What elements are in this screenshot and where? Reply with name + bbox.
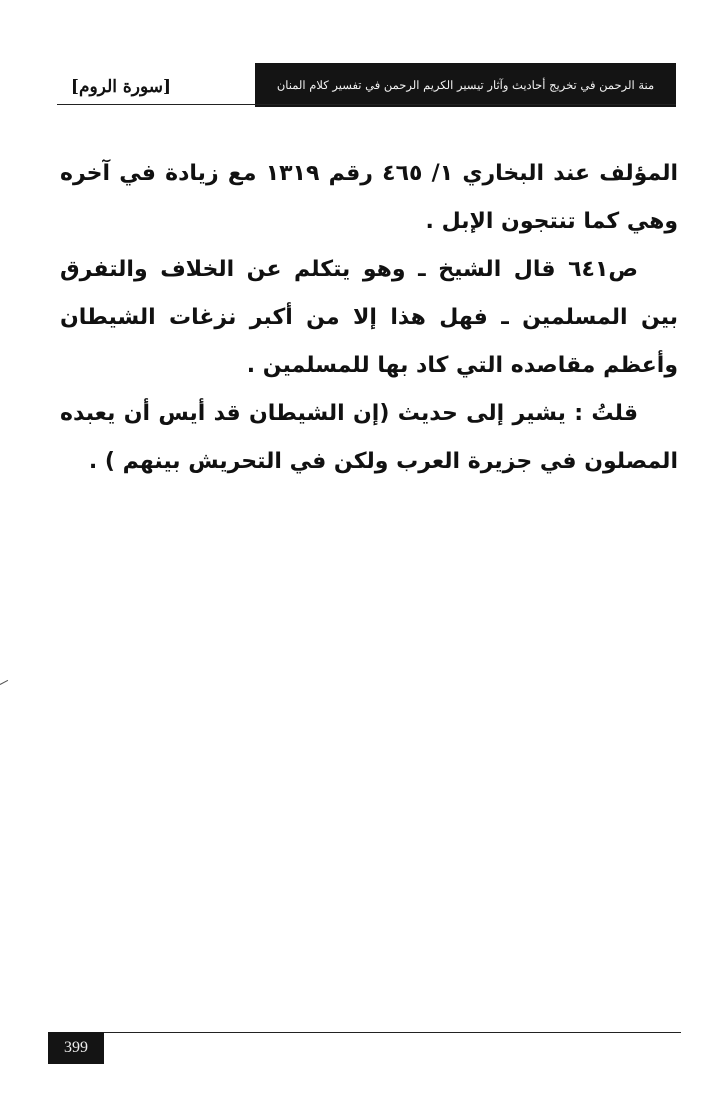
page-number: 399 <box>64 1039 88 1056</box>
footer-divider <box>48 1032 681 1033</box>
book-title: منة الرحمن في تخريج أحاديث وآثار تيسير الكريم الرحمن في تفسير كلام المنان <box>276 78 655 92</box>
surah-label: [سورة الروم] <box>70 77 172 97</box>
header-divider <box>57 104 676 105</box>
main-text <box>60 150 678 486</box>
running-header-band <box>255 63 676 107</box>
paragraph-3: قلتُ : يشير إلى حديث (إن الشيطان قد أيس أن يعبده المصلون في جزيرة العرب ولكن في التحريش بينهم ) . <box>60 401 678 474</box>
paragraph-2: ص٦٤١ قال الشيخ ـ وهو يتكلم عن الخلاف والتفرق بين المسلمين ـ فهل هذا إلا من أكبر نزغات الشيطان وأعظم مقاصده التي كاد بها للمسلمين . <box>60 257 678 378</box>
margin-scan-mark <box>0 680 8 685</box>
page-number-box <box>48 1032 104 1064</box>
paragraph-1: المؤلف عند البخاري ١/ ٤٦٥ رقم ١٣١٩ مع زيادة في آخره وهي كما تنتجون الإبل . <box>60 161 679 234</box>
